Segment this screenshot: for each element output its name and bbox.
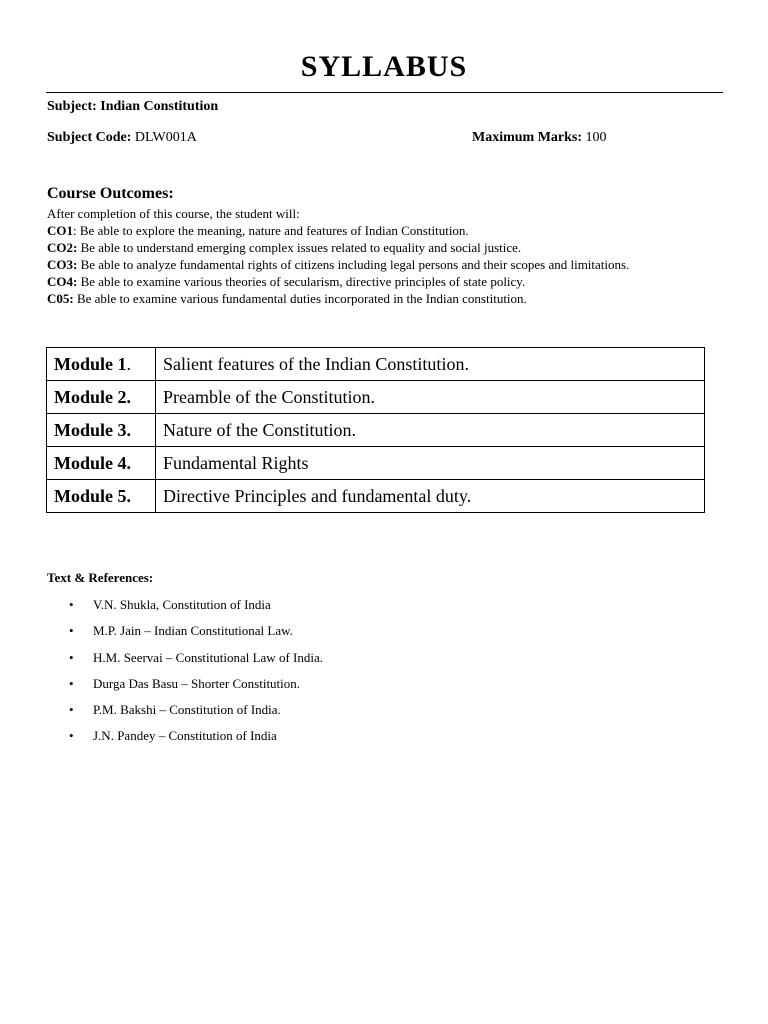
list-item bbox=[47, 618, 323, 644]
course-outcomes-list bbox=[47, 205, 722, 307]
maximum-marks-line bbox=[472, 130, 607, 146]
course-outcome-text: Be able to examine various theories of secularism, directive principles of state policy. bbox=[77, 274, 526, 289]
module-number-suffix: . bbox=[126, 353, 132, 374]
list-item bbox=[47, 697, 323, 723]
course-outcome-item bbox=[47, 273, 722, 290]
maximum-marks-value: 100 bbox=[585, 130, 607, 145]
reference-text: V.N. Shukla, Constitution of India bbox=[93, 597, 271, 612]
bullet-icon: • bbox=[69, 675, 74, 691]
table-row bbox=[47, 348, 705, 381]
subject-code-line bbox=[47, 130, 197, 146]
course-outcome-text: Be able to understand emerging complex issues related to equality and social justice. bbox=[77, 240, 522, 255]
course-outcomes-heading: Course Outcomes: bbox=[47, 185, 174, 202]
module-number-cell: Module 4. bbox=[47, 447, 156, 480]
course-outcome-code: C05: bbox=[47, 291, 74, 306]
course-outcome-text: Be able to analyze fundamental rights of citizens including legal persons and their scopes and limitations. bbox=[77, 257, 630, 272]
course-outcome-item bbox=[47, 239, 722, 256]
list-item bbox=[47, 645, 323, 671]
list-item bbox=[47, 723, 323, 749]
list-item bbox=[47, 671, 323, 697]
reference-text: M.P. Jain – Indian Constitutional Law. bbox=[93, 623, 293, 639]
reference-text: J.N. Pandey – Constitution of India bbox=[93, 728, 277, 744]
title-divider bbox=[46, 92, 723, 93]
list-item bbox=[47, 592, 323, 618]
table-row bbox=[47, 381, 705, 414]
bullet-icon: • bbox=[69, 728, 74, 744]
table-row bbox=[47, 447, 705, 480]
modules-table bbox=[46, 347, 705, 513]
module-topic-cell: Directive Principles and fundamental duty. bbox=[156, 480, 705, 513]
module-number: Module 1 bbox=[54, 353, 127, 374]
bullet-icon: • bbox=[69, 702, 74, 718]
bullet-icon: • bbox=[69, 597, 74, 612]
subject-value: Indian Constitution bbox=[100, 99, 219, 114]
course-outcome-code: CO4: bbox=[47, 274, 78, 289]
page-title: SYLLABUS bbox=[300, 50, 468, 83]
maximum-marks-label: Maximum Marks: bbox=[472, 130, 583, 145]
course-outcomes-intro: After completion of this course, the student will: bbox=[47, 206, 300, 221]
course-outcome-text: Be able to examine various fundamental duties incorporated in the Indian constitution. bbox=[73, 291, 527, 306]
module-number-cell: Module 5. bbox=[47, 480, 156, 513]
module-topic-cell: Salient features of the Indian Constitution. bbox=[156, 348, 705, 381]
reference-text: H.M. Seervai – Constitutional Law of India. bbox=[93, 649, 323, 665]
subject-line bbox=[47, 99, 218, 115]
course-outcome-separator: : bbox=[73, 223, 77, 238]
course-outcome-item bbox=[47, 222, 722, 239]
bullet-icon: • bbox=[69, 649, 74, 665]
module-number-cell bbox=[47, 348, 156, 381]
subject-code-value: DLW001A bbox=[134, 130, 197, 145]
references-heading: Text & References: bbox=[47, 570, 154, 585]
module-topic-cell: Preamble of the Constitution. bbox=[156, 381, 705, 414]
course-outcome-code: CO3: bbox=[47, 257, 78, 272]
subject-label: Subject: bbox=[47, 99, 97, 114]
module-number-cell: Module 3. bbox=[47, 414, 156, 447]
module-number-cell: Module 2. bbox=[47, 381, 156, 414]
subject-code-label: Subject Code: bbox=[47, 130, 132, 145]
reference-text: Durga Das Basu – Shorter Constitution. bbox=[93, 675, 301, 691]
course-outcome-code: CO2: bbox=[47, 240, 78, 255]
table-row bbox=[47, 480, 705, 513]
references-list bbox=[47, 592, 323, 750]
course-outcome-text: Be able to explore the meaning, nature and features of Indian Constitution. bbox=[76, 223, 469, 238]
module-topic-cell: Fundamental Rights bbox=[156, 447, 705, 480]
bullet-icon: • bbox=[69, 623, 74, 639]
reference-text: P.M. Bakshi – Constitution of India. bbox=[93, 702, 281, 718]
course-outcome-item bbox=[47, 290, 722, 307]
course-outcome-item bbox=[47, 256, 722, 273]
module-topic-cell: Nature of the Constitution. bbox=[156, 414, 705, 447]
course-outcome-code: CO1 bbox=[47, 223, 73, 238]
table-row bbox=[47, 414, 705, 447]
